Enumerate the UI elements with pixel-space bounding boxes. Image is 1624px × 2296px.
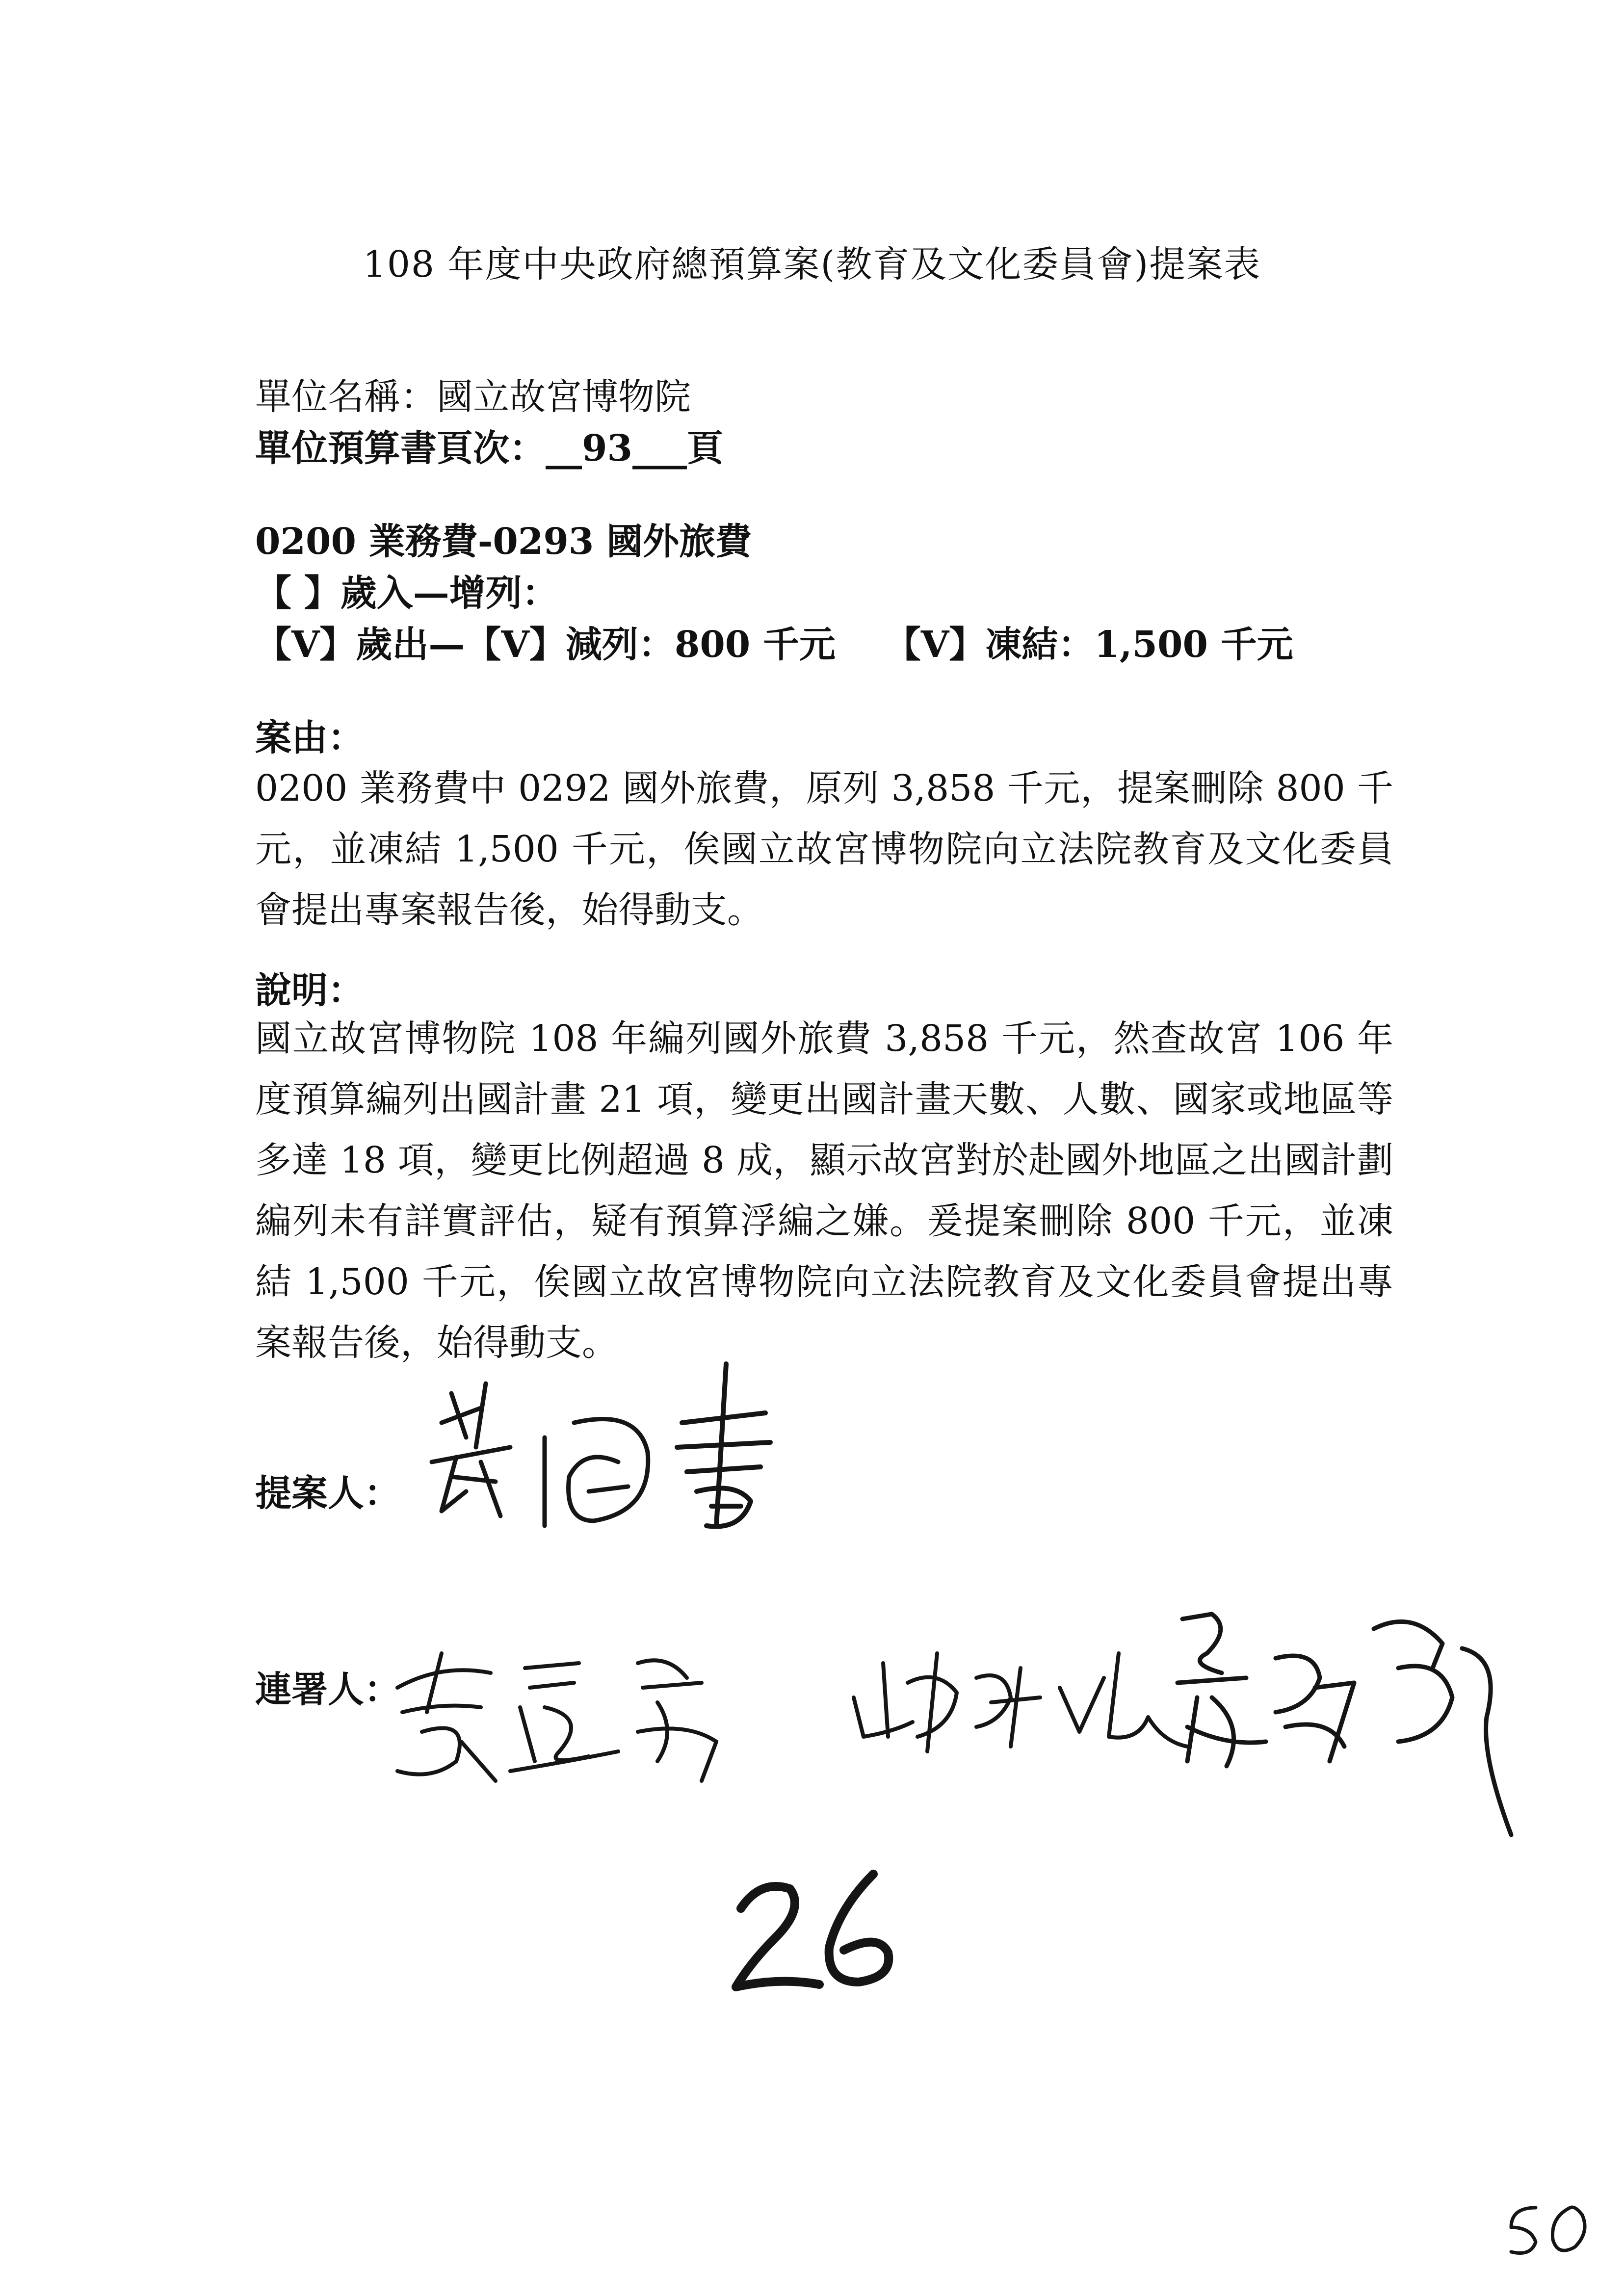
cosigner-label: 連署人： — [255, 1669, 400, 1711]
cosigner-signature-1 — [383, 1634, 736, 1796]
handwritten-number — [726, 1864, 913, 2002]
cosigner-signature-3 — [1168, 1599, 1521, 1854]
reason-label: 案由： — [255, 717, 364, 759]
document-title: 108 年度中央政府總預算案(教育及文化委員會)提案表 — [363, 243, 1261, 286]
corner-number — [1501, 2198, 1599, 2262]
explanation-label: 說明： — [255, 969, 364, 1012]
revenue-line: 【 】歲入—增列： — [255, 572, 558, 614]
reason-text: 0200 業務費中 0292 國外旅費，原列 3,858 千元，提案刪除 800 千元，並凍結 1,500 千元，俟國立故宮博物院向立法院教育及文化委員會提出專案報告後，始得動支。 — [255, 767, 1393, 931]
proposer-signature — [422, 1364, 785, 1570]
proposer-label: 提案人： — [255, 1472, 400, 1514]
unit-name-line: 單位名稱：國立故宮博物院 — [255, 376, 691, 418]
explanation-text: 國立故宮博物院 108 年編列國外旅費 3,858 千元，然查故宮 106 年度預算編列出國計畫 21 項，變更出國計畫天數、人數、國家或地區等多達 18 項，變更比例超過 8 成，顯示故宮對於赴國外地區之出國計劃編列未有詳實評估，疑有預算浮編之嫌。爰提案刪除 800 千元，並凍結 1,500 千元，俟國立故宮博物院向立法院教育及文化委員會提出專案報告後，始得動支。 — [255, 1018, 1393, 1364]
unit-page-line: 單位預算書頁次：__93___頁 — [255, 427, 723, 470]
item-heading: 0200 業務費-0293 國外旅費 — [255, 521, 752, 563]
expense-line: 【V】歲出—【V】減列：800 千元 【V】凍結：1,500 千元 — [255, 624, 1293, 666]
cosigner-signature-2 — [844, 1624, 1197, 1771]
